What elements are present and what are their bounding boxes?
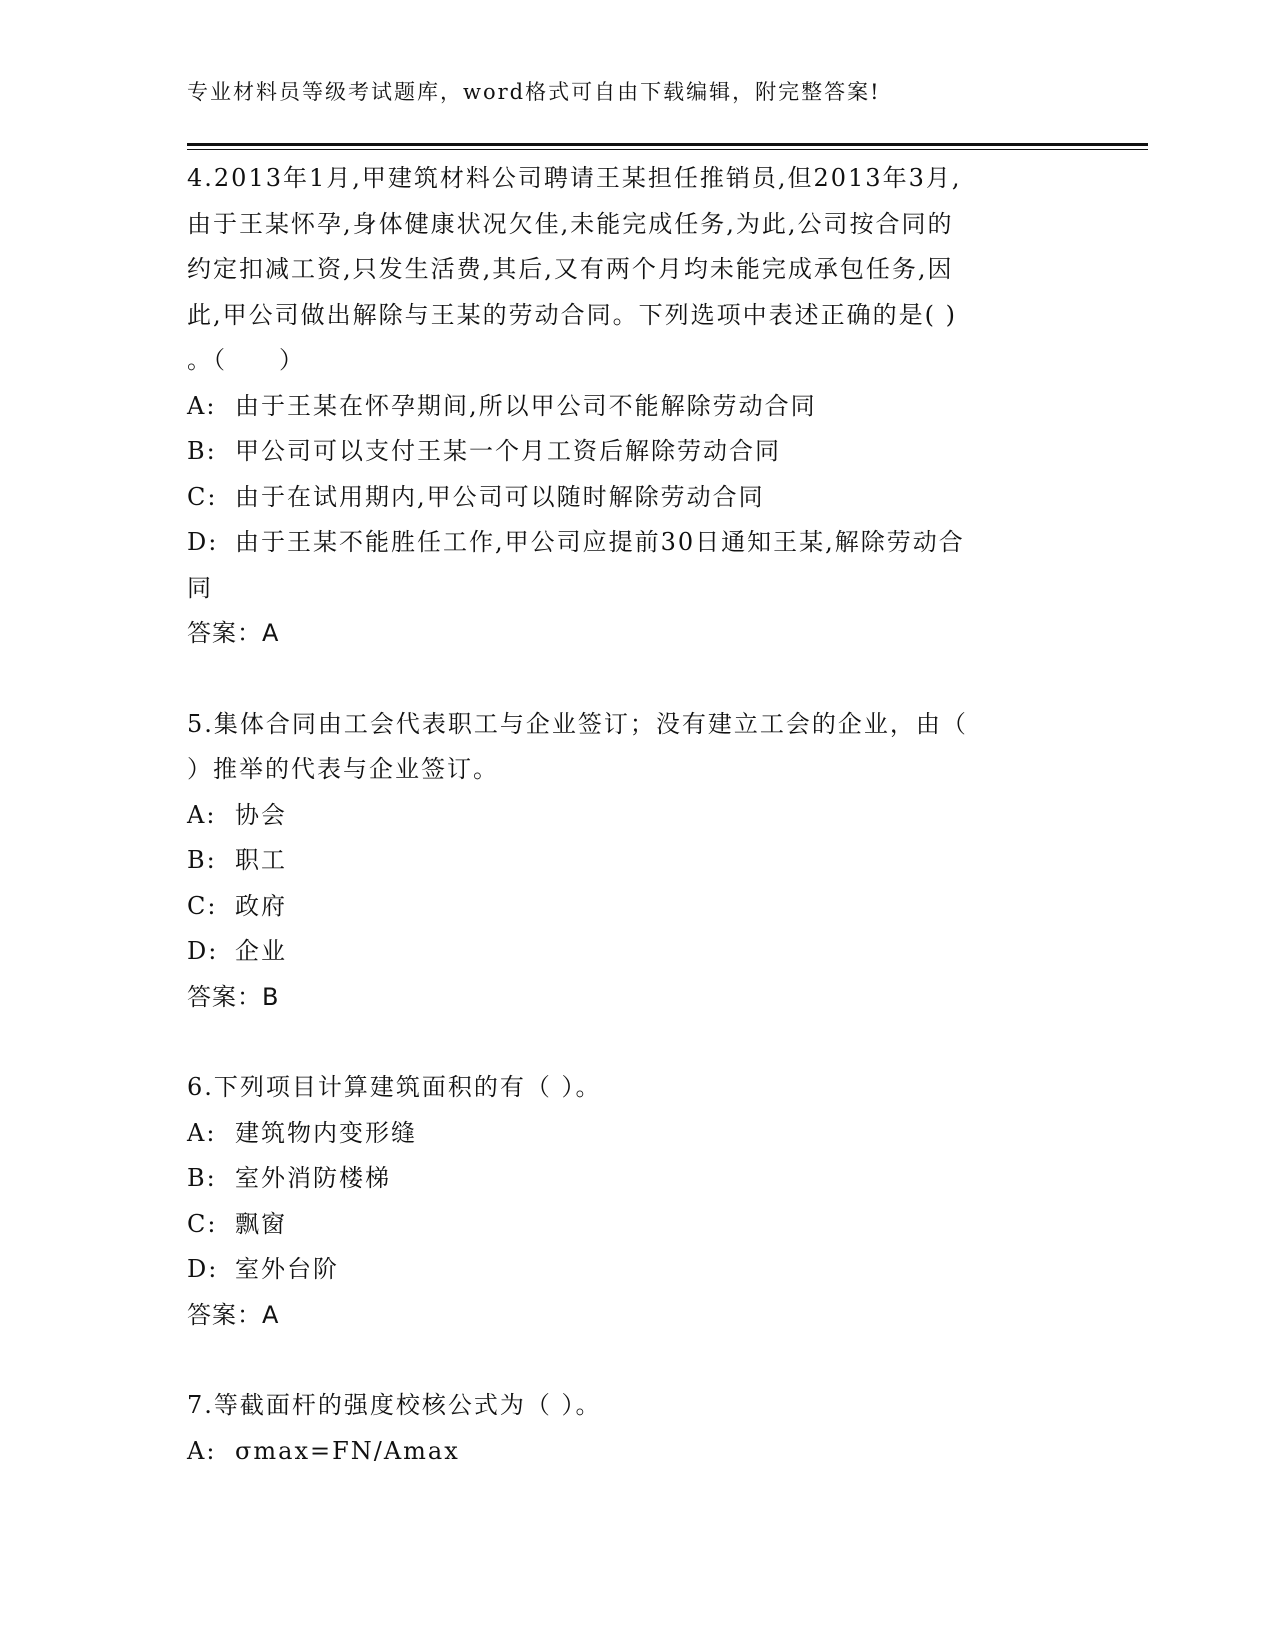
option-text: 甲公司可以支付王某一个月工资后解除劳动合同 — [235, 437, 781, 465]
option-letter: D: — [187, 1255, 219, 1283]
question-block — [187, 1065, 1057, 1338]
question-stem-line: 此,甲公司做出解除与王某的劳动合同。下列选项中表述正确的是( ) — [187, 300, 957, 329]
option-text: 企业 — [235, 937, 287, 965]
option-letter: B: — [187, 1164, 217, 1192]
option-line — [187, 520, 1057, 566]
option-text: 室外消防楼梯 — [235, 1164, 391, 1192]
option-text: 飘窗 — [235, 1209, 287, 1238]
option-line — [187, 384, 1057, 430]
option-line — [187, 475, 1057, 521]
option-line — [187, 1202, 1057, 1248]
question-stem-line: ）推举的代表与企业签订。 — [187, 755, 499, 783]
question-block — [187, 1383, 1057, 1474]
option-text: 由于王某不能胜任工作,甲公司应提前30日通知王某,解除劳动合 — [235, 528, 965, 556]
option-letter: C: — [187, 1209, 218, 1238]
question-stem-line: 6.下列项目计算建筑面积的有（ ）。 — [187, 1073, 602, 1101]
question-block — [187, 156, 1057, 657]
option-line — [187, 1111, 1057, 1157]
answer-line: 答案：A — [187, 619, 280, 647]
option-letter: D: — [187, 528, 219, 556]
option-text: σmax=FN/Amax — [235, 1436, 460, 1465]
option-letter: B: — [187, 846, 217, 874]
option-letter: A: — [187, 1436, 217, 1465]
page-header: 专业材料员等级考试题库，word格式可自由下载编辑，附完整答案! — [187, 80, 881, 104]
option-letter: B: — [187, 437, 217, 465]
question-stem-line: 5.集体合同由工会代表职工与企业签订；没有建立工会的企业，由（ — [187, 709, 968, 738]
header-rule-thick — [187, 143, 1148, 146]
option-line — [187, 1429, 1057, 1475]
option-line — [187, 566, 1057, 612]
option-letter: A: — [187, 1118, 217, 1147]
option-text: 同 — [187, 573, 213, 602]
option-line — [187, 793, 1057, 839]
question-stem-line: 由于王某怀孕,身体健康状况欠佳,未能完成任务,为此,公司按合同的 — [187, 209, 954, 238]
option-line — [187, 884, 1057, 930]
option-line — [187, 429, 1057, 475]
option-text: 由于在试用期内,甲公司可以随时解除劳动合同 — [235, 482, 765, 511]
option-text: 建筑物内变形缝 — [235, 1118, 417, 1147]
question-block — [187, 702, 1057, 1021]
answer-line: 答案：B — [187, 982, 280, 1011]
option-text: 协会 — [235, 800, 287, 829]
option-letter: C: — [187, 482, 218, 511]
option-text: 由于王某在怀孕期间,所以甲公司不能解除劳动合同 — [235, 391, 817, 420]
option-letter: A: — [187, 800, 217, 829]
option-text: 室外台阶 — [235, 1255, 339, 1283]
question-stem-line: 4.2013年1月,甲建筑材料公司聘请王某担任推销员,但2013年3月, — [187, 164, 962, 192]
question-stem-line: 。（ ） — [187, 346, 305, 374]
header-rule-thin — [187, 149, 1148, 150]
option-text: 政府 — [235, 891, 287, 920]
option-line — [187, 929, 1057, 975]
option-letter: C: — [187, 891, 218, 920]
question-stem-line: 约定扣减工资,只发生活费,其后,又有两个月均未能完成承包任务,因 — [187, 255, 954, 283]
option-line — [187, 1247, 1057, 1293]
option-line — [187, 838, 1057, 884]
question-list — [187, 156, 1057, 1519]
question-stem-line: 7.等截面杆的强度校核公式为（ ）。 — [187, 1391, 602, 1419]
option-letter: D: — [187, 937, 219, 965]
answer-line: 答案：A — [187, 1300, 280, 1329]
option-line — [187, 1156, 1057, 1202]
option-letter: A: — [187, 391, 217, 420]
option-text: 职工 — [235, 846, 287, 874]
